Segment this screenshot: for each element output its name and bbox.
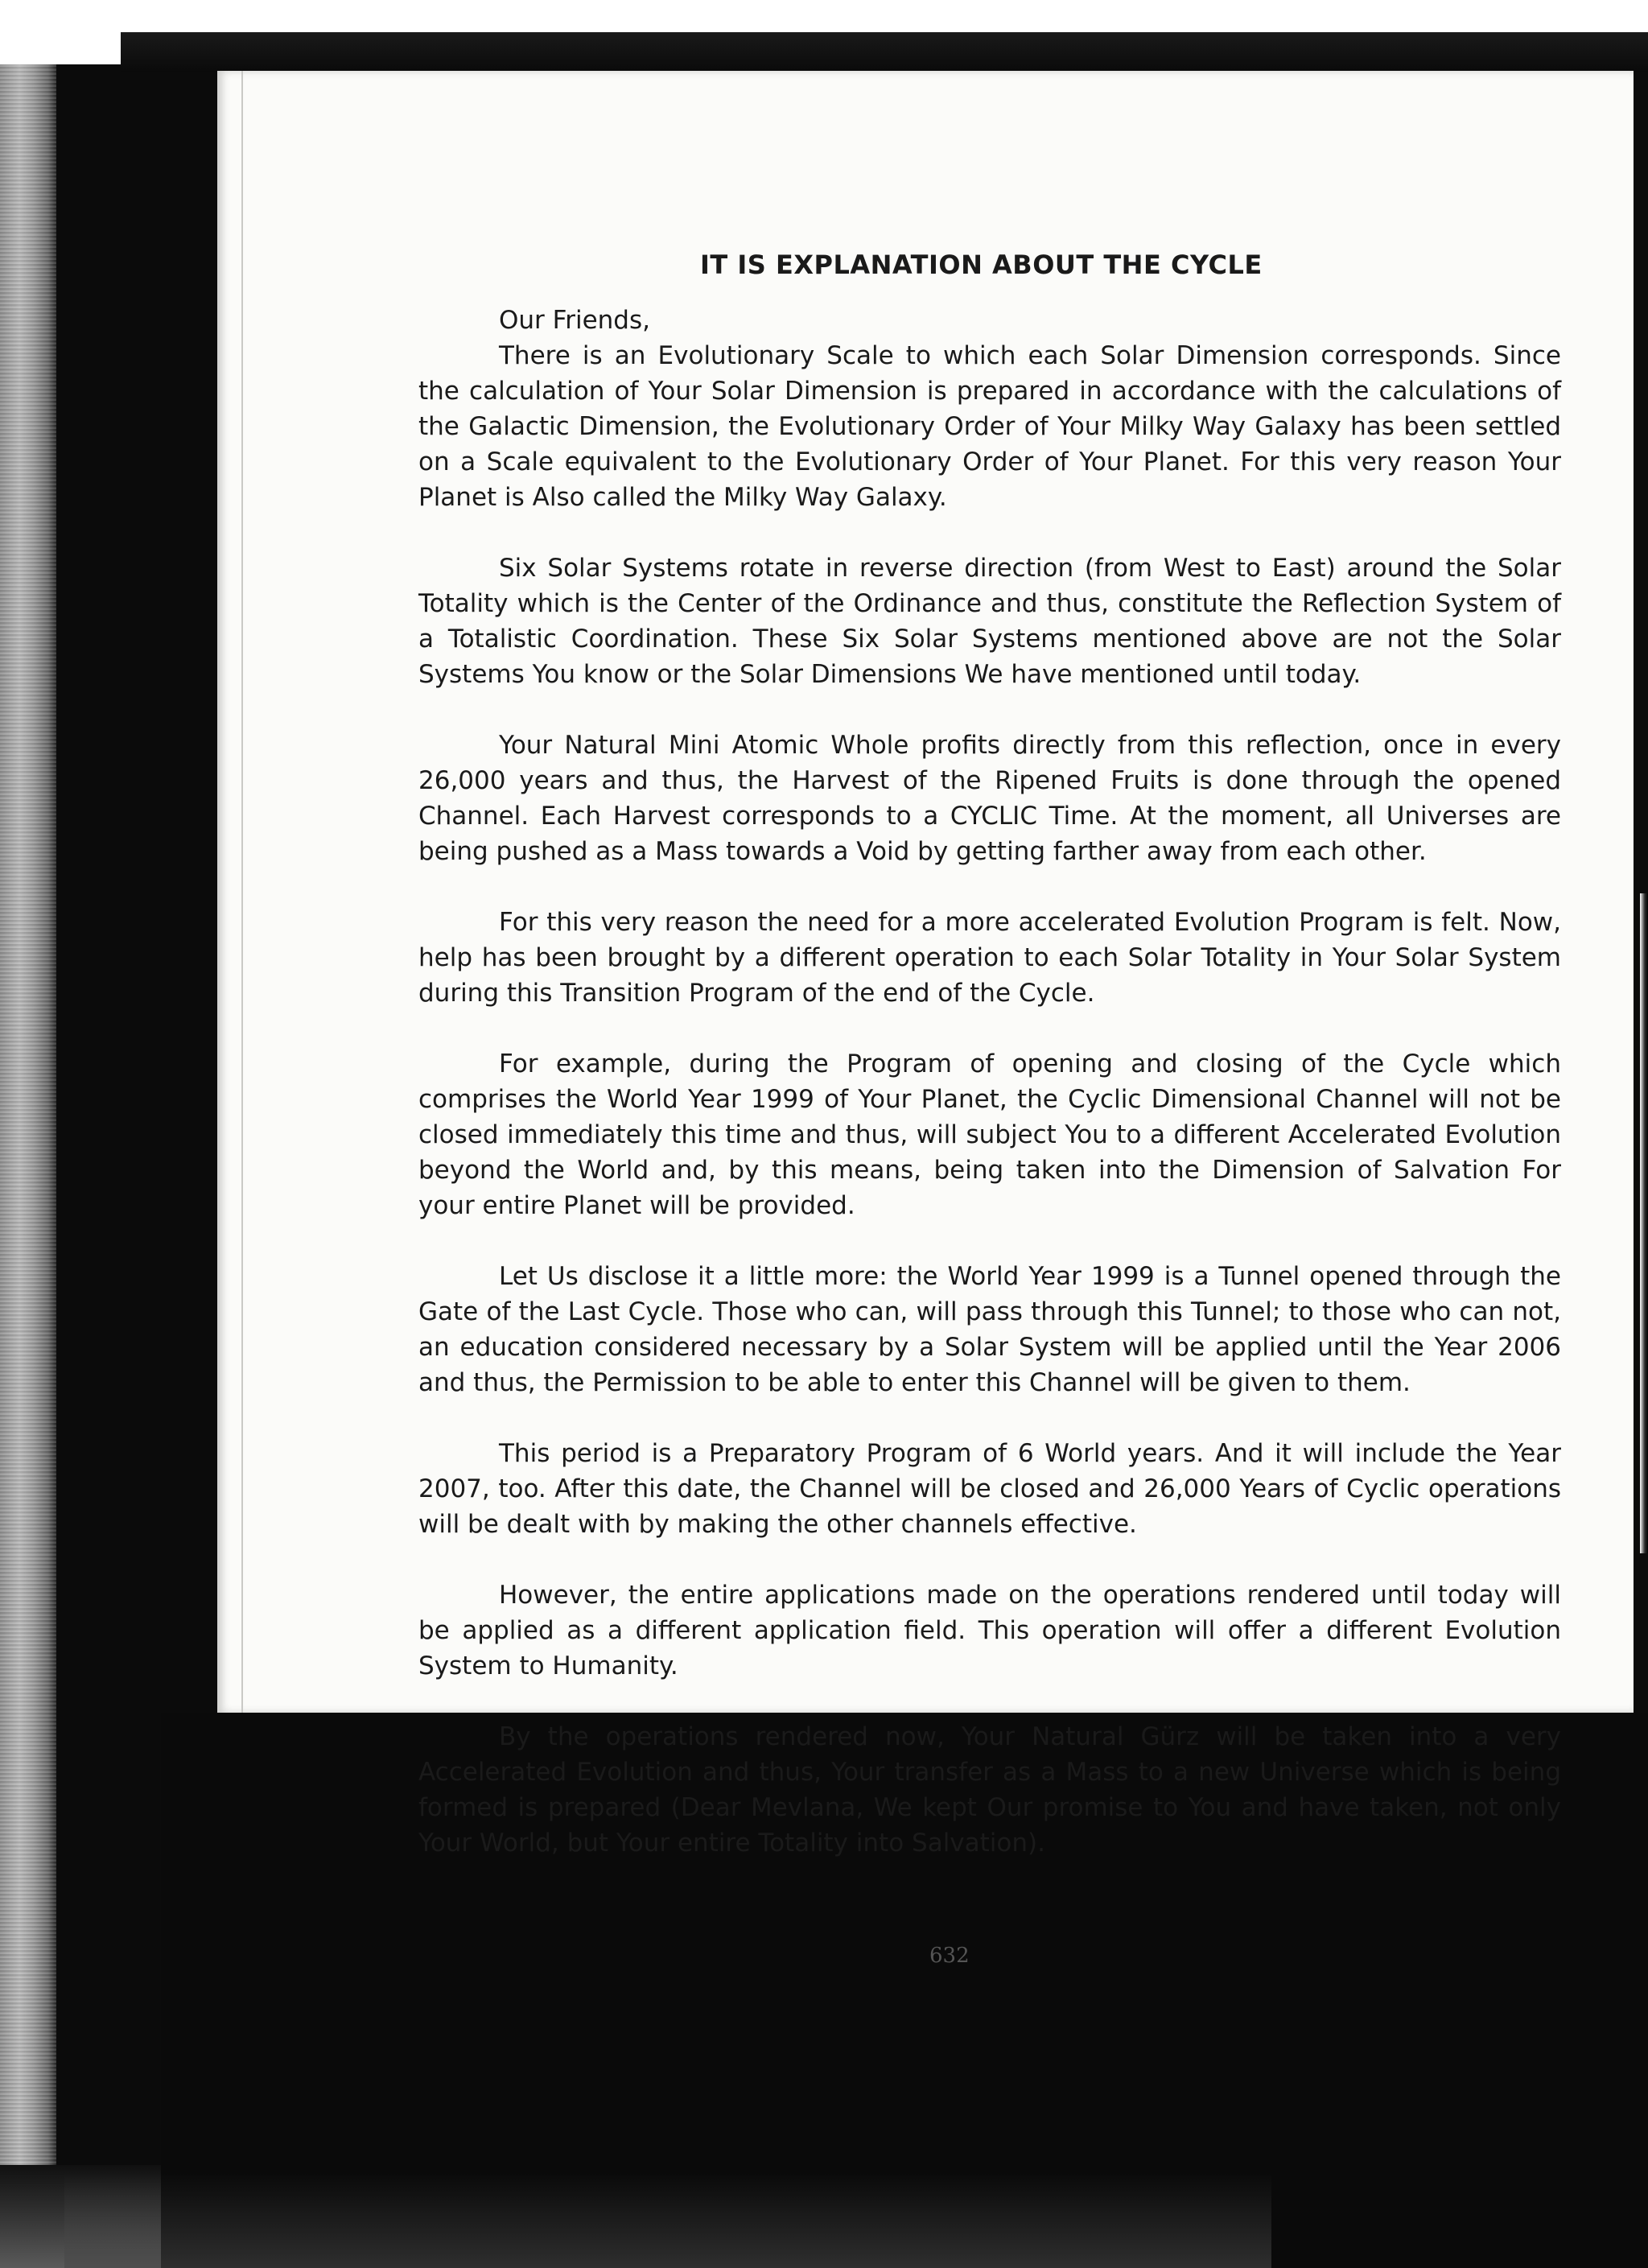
document-body <box>418 249 1561 1896</box>
page-number: 632 <box>929 1944 970 1968</box>
paragraph: However, the entire applications made on the operations rendered until today will be applied as a different application field. This operation will offer a different Evolution System to Humanity. <box>418 1581 1561 1680</box>
salutation: Our Friends, <box>499 306 650 335</box>
paragraph: For this very reason the need for a more accelerated Evolution Program is felt. Now, help has been brought by a different operation to each Solar Totality in Your Solar System during this Transition Program of the end of the Cycle. <box>418 908 1561 1008</box>
paragraph: Your Natural Mini Atomic Whole profits directly from this reflection, once in every 26,000 years and thus, the Harvest of the Ripened Fruits is done through the opened Channel. Each Harvest corresponds to a CYCLIC Time. At the moment, all Universes are being pushed as a Mass towards a Void by getting farther away from each other. <box>418 731 1561 866</box>
paragraph: By the operations rendered now, Your Natural Gürz will be taken into a very Accelerated Evolution and thus, Your transfer as a Mass to a new Universe which is being formed is prepared (Dear Mevlana, We kept Our promise to You and have taken, not only Your World, but Your entire Totality into Salvation). <box>418 1722 1561 1858</box>
page-spine-edge <box>241 71 243 1713</box>
paragraph: Six Solar Systems rotate in reverse direction (from West to East) around the Solar Totality which is the Center of the Ordinance and thus, constitute the Reflection System of a Totalistic Coordination. These Six Solar Systems mentioned above are not the Solar Systems You know or the Solar Dimensions We have mentioned until today. <box>418 554 1561 689</box>
document-title: IT IS EXPLANATION ABOUT THE CYCLE <box>700 249 1263 280</box>
paragraph: This period is a Preparatory Program of 6 World years. And it will include the Year 2007, too. After this date, the Channel will be closed and 26,000 Years of Cyclic operations will be dealt with by making the other channels effective. <box>418 1439 1561 1539</box>
scanner-top-shadow <box>121 32 1648 72</box>
paragraph: Let Us disclose it a little more: the World Year 1999 is a Tunnel opened through the Gate of the Last Cycle. Those who can, will pass through this Tunnel; to those who can not, an education considered necessary by a Solar System will be applied until the Year 2006 and thus, the Permission to be able to enter this Channel will be given to them. <box>418 1262 1561 1397</box>
paragraph: For example, during the Program of opening and closing of the Cycle which comprises the World Year 1999 of Your Planet, the Cyclic Dimensional Channel will not be closed immediately this time and thus, will subject You to a different Accelerated Evolution beyond the World and, by this means, being taken into the Dimension of Salvation For your entire Planet will be provided. <box>418 1049 1561 1220</box>
paragraph: There is an Evolutionary Scale to which each Solar Dimension corresponds. Since the calculation of Your Solar Dimension is prepared in accordance with the calculations of the Galactic Dimension, the Evolutionary Order of Your Milky Way Galaxy has been settled on a Scale equivalent to the Evolutionary Order of Your Planet. For this very reason Your Planet is Also called the Milky Way Galaxy. <box>418 341 1561 512</box>
scanner-left-strip-texture <box>0 0 56 2268</box>
scanner-right-edge <box>1640 893 1648 1553</box>
scanner-bottom-glow <box>64 2173 1271 2268</box>
